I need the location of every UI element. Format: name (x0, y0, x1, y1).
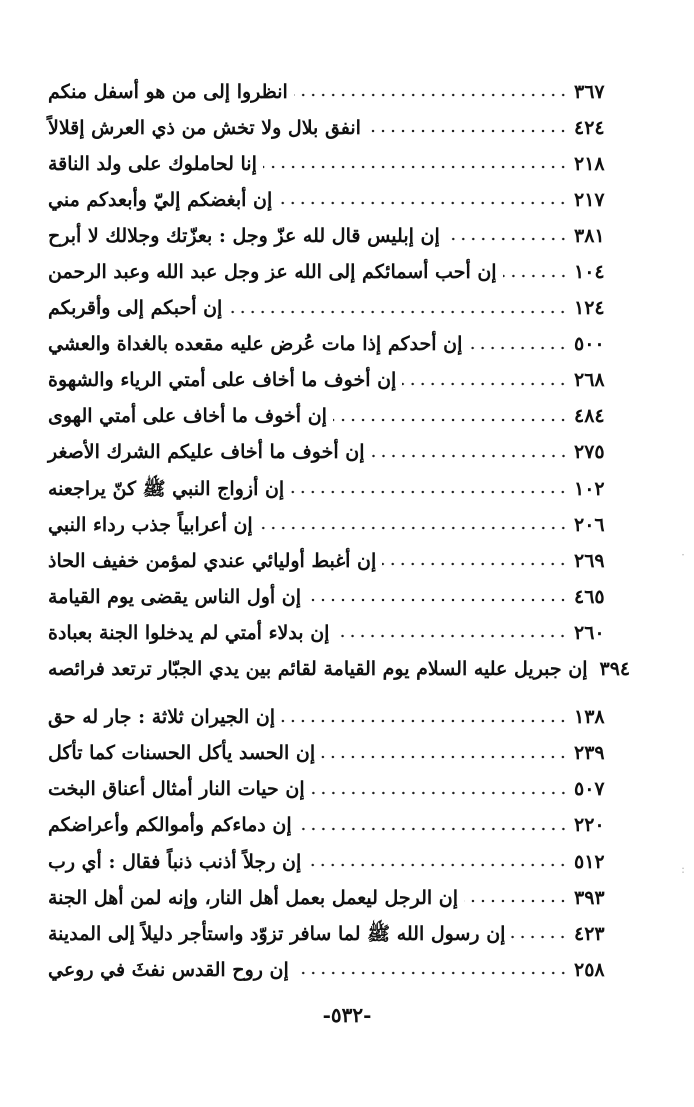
dot-leader (290, 490, 568, 494)
entry-page-number: ٤٦٥ (574, 585, 605, 608)
entry-page-number: ١٣٨ (574, 706, 605, 729)
entry-page-number: ٤٢٣ (574, 922, 605, 945)
index-entry (40, 579, 618, 615)
entry-text: إن أحب أسمائكم إلى الله عز وجل عبد الله وعبد الرحمن (48, 261, 497, 284)
dot-leader (468, 346, 568, 350)
entry-page-number: ٢٠٦ (574, 513, 605, 536)
index-entry (40, 844, 618, 880)
entry-text: إن بدلاء أمتي لم يدخلوا الجنة بعبادة (48, 621, 330, 644)
entry-page-number: ٤٨٤ (574, 405, 605, 428)
index-entry (40, 471, 618, 507)
index-entry (40, 110, 618, 146)
entry-text: إن أعرابياً جذب رداء النبي (48, 513, 253, 536)
dot-leader (503, 274, 568, 278)
index-entry (40, 218, 618, 254)
entry-page-number: ٢٦٠ (574, 621, 605, 644)
dot-leader (307, 598, 568, 602)
entry-page-number: ٣٨١ (574, 224, 605, 247)
entry-page-number: ٣٩٣ (574, 886, 605, 909)
dot-leader (278, 201, 568, 205)
page-number: -٥٣٢- (322, 1003, 372, 1027)
dot-leader (321, 755, 568, 759)
entry-page-number: ٢٦٨ (574, 369, 605, 392)
entry-text: إن أخوف ما أخاف عليكم الشرك الأصغر (48, 441, 365, 464)
entry-text: إن أحبكم إلى وأقربكم (48, 297, 223, 320)
index-entry (40, 435, 618, 471)
entry-page-number: ٣٩٤ (599, 658, 631, 681)
entry-page-number: ٤٢٤ (574, 116, 605, 139)
index-entry (40, 327, 618, 363)
dot-leader (311, 791, 568, 795)
entry-text: إن أول الناس يقضى يوم القيامة (48, 585, 301, 608)
entry-page-number: ٣٦٧ (574, 80, 605, 103)
dot-leader (367, 129, 568, 133)
dot-leader (263, 165, 568, 169)
dot-leader (464, 899, 568, 903)
entry-text: إن أخوف ما أخاف على أمتي الرياء والشهوة (48, 369, 397, 392)
dot-leader (371, 454, 569, 458)
entry-page-number: ٢٣٩ (574, 742, 605, 765)
index-entry (40, 880, 618, 916)
index-entry (40, 74, 618, 110)
entry-text: انظروا إلى من هو أسفل منكم (48, 80, 288, 103)
dot-leader (281, 719, 568, 723)
entry-text: إن أزواج النبي ﷺ كنّ يراجعنه (48, 477, 285, 500)
index-entry (40, 916, 618, 952)
entry-text: إن إبليس قال لله عزّ وجل : بعزّتك وجلالك لا أبرح (48, 224, 440, 247)
margin-mark: : (680, 862, 686, 876)
entry-page-number: ٥٠٧ (574, 778, 605, 801)
index-entry (40, 700, 618, 736)
entry-page-number: ٢٦٩ (574, 549, 605, 572)
dot-leader (307, 863, 568, 867)
entry-text: إن رجلاً أذنب ذنباً فقال : أي رب (48, 850, 302, 873)
entry-page-number: ٥٠٠ (574, 333, 605, 356)
entry-page-number: ١٠٤ (574, 261, 605, 284)
entry-page-number: ١٠٢ (574, 477, 605, 500)
entry-page-number: ٢٥٨ (574, 958, 605, 981)
dot-leader (382, 562, 568, 566)
entry-page-number: ٢٢٠ (574, 814, 605, 837)
entry-page-number: ٢١٧ (574, 188, 605, 211)
dot-leader (228, 310, 568, 314)
entry-text: إن أغبط أوليائي عندي لمؤمن خفيف الحاذ (48, 549, 377, 572)
index-entry-list (40, 74, 631, 988)
index-entry (40, 182, 618, 218)
entry-text: إن روح القدس نفثَ في روعي (48, 958, 289, 981)
dot-leader (446, 237, 568, 241)
entry-page-number: ٥١٢ (574, 850, 605, 873)
index-entry (40, 507, 618, 543)
dot-leader (333, 418, 568, 422)
index-entry (40, 363, 618, 399)
entry-page-number: ٢١٨ (574, 152, 605, 175)
entry-text: إن أبغضكم إليّ وأبعدكم مني (48, 188, 273, 211)
entry-text: إن أخوف ما أخاف على أمتي الهوى (48, 405, 327, 428)
entry-text: إنا لحاملوك على ولد الناقة (48, 152, 257, 175)
dot-leader (294, 93, 568, 97)
index-entry (40, 254, 618, 290)
entry-text: إن دماءكم وأموالكم وأعراضكم (48, 814, 292, 837)
entry-text: إن حيات النار أمثال أعناق البخت (48, 778, 305, 801)
margin-mark: · (681, 548, 685, 562)
entry-text: إن أحدكم إذا مات عُرض عليه مقعده بالغداة والعشي (48, 333, 463, 356)
index-entry (40, 652, 631, 688)
entry-text: إن الحسد يأكل الحسنات كما تأكل (48, 742, 316, 765)
index-entry (40, 399, 618, 435)
index-entry (40, 146, 618, 182)
dot-leader (511, 935, 568, 939)
dot-leader (295, 971, 568, 975)
index-entry (40, 952, 618, 988)
entry-text: إن رسول الله ﷺ لما سافر تزوّد واستأجر دليلاً إلى المدينة (48, 922, 506, 945)
entry-text: إن الرجل ليعمل بعمل أهل النار، وإنه لمن أهل الجنة (48, 886, 459, 909)
dot-leader (259, 526, 568, 530)
index-entry (40, 736, 618, 772)
entry-text: انفق بلال ولا تخش من ذي العرش إقلالاً (48, 116, 361, 139)
dot-leader (298, 827, 568, 831)
entry-text: إن الجيران ثلاثة : جار له حق (48, 706, 276, 729)
dot-leader (335, 634, 568, 638)
entry-page-number: ٢٧٥ (574, 441, 605, 464)
index-entry (40, 772, 618, 808)
index-entry (40, 615, 618, 651)
dot-leader (402, 382, 568, 386)
entry-page-number: ١٢٤ (574, 297, 605, 320)
index-entry (40, 291, 618, 327)
index-entry (40, 808, 618, 844)
entry-text: إن جبريل عليه السلام يوم القيامة لقائم بين يدي الجبّار ترتعد فرائصه (48, 658, 588, 681)
index-entry (40, 543, 618, 579)
